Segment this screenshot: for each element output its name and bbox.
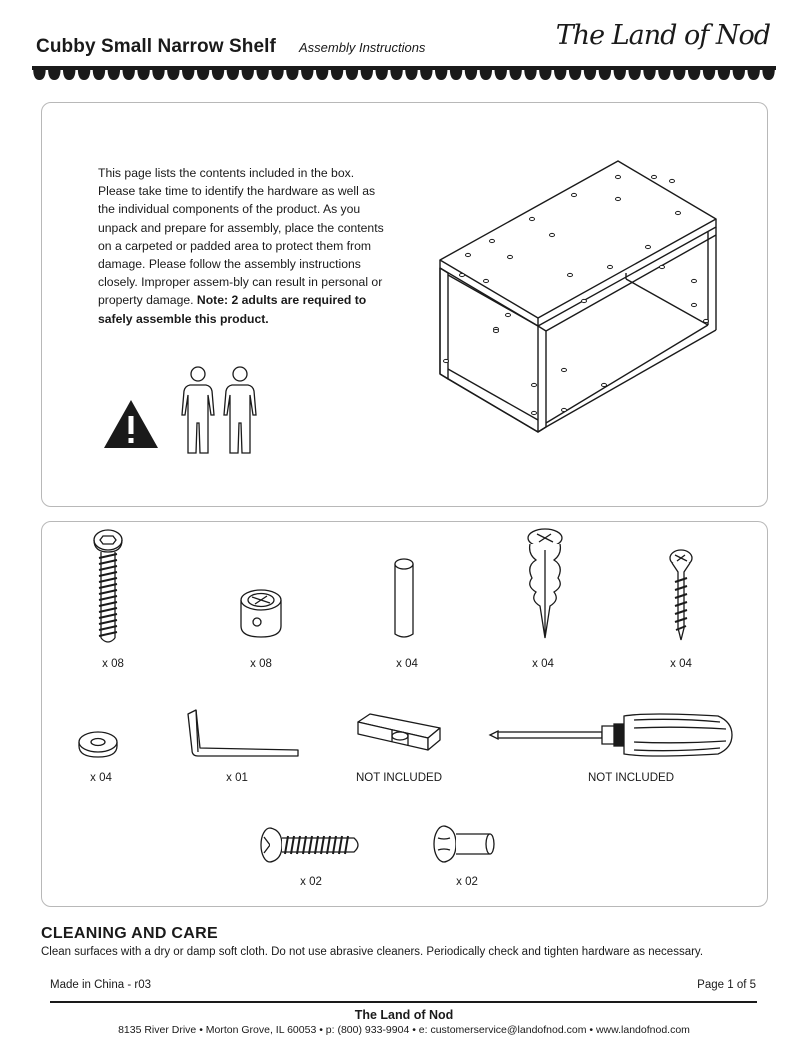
cam-lock-icon <box>238 588 284 640</box>
wall-anchor-icon <box>522 526 568 642</box>
allen-key-icon <box>184 708 304 760</box>
hardware-qty: x 08 <box>102 658 124 670</box>
hardware-qty: NOT INCLUDED <box>587 772 675 784</box>
warning-icon <box>102 398 160 450</box>
cubby-shelf-illustration <box>434 155 724 440</box>
hardware-qty: x 04 <box>90 772 112 784</box>
washer-icon <box>76 730 120 760</box>
page-header <box>36 20 776 70</box>
company-name: The Land of Nod <box>354 1008 454 1022</box>
adult-requirement-note: Note: 2 adults are required to safely assemble this product. <box>98 293 367 326</box>
document-subtitle: Assembly Instructions <box>299 40 426 55</box>
screwdriver-icon <box>488 710 738 760</box>
footer-divider <box>50 1001 757 1003</box>
brand-logo: The Land of Nod <box>555 20 770 51</box>
machine-screw-icon <box>258 824 362 866</box>
company-contact: 8135 River Drive • Morton Grove, IL 60053 • p: (800) 933-9904 • e: customerservice@landofnod.com • www.landofnod.com <box>118 1024 690 1036</box>
wood-screw-icon <box>666 548 696 644</box>
hardware-qty: x 04 <box>670 658 692 670</box>
scallop-divider <box>32 66 776 82</box>
connector-bolt-icon <box>430 822 498 866</box>
hardware-qty: NOT INCLUDED <box>355 772 443 784</box>
hardware-qty: x 02 <box>456 876 478 888</box>
long-screw-icon <box>90 526 126 646</box>
hardware-qty: x 04 <box>396 658 418 670</box>
intro-paragraph: This page lists the contents included in the box. Please take time to identify the hardware as well as the individual components of the product. As you unpack and prepare for assembly, place the contents on a carpeted or padded area to protect them from damage. Please follow the assembly instructions closely. Improper assem-bly can result in personal or property damage. <box>98 166 384 308</box>
cleaning-care-heading: CLEANING AND CARE <box>41 925 218 942</box>
level-icon <box>354 712 444 754</box>
made-in-label: Made in China - r03 <box>50 979 151 991</box>
two-adults-icon <box>178 365 258 457</box>
wood-dowel-icon <box>392 556 416 642</box>
hardware-qty: x 04 <box>532 658 554 670</box>
intro-text-block <box>98 164 388 328</box>
page-number: Page 1 of 5 <box>697 979 756 991</box>
hardware-qty: x 02 <box>300 876 322 888</box>
hardware-qty: x 08 <box>250 658 272 670</box>
document-title: Cubby Small Narrow Shelf <box>36 36 276 57</box>
hardware-panel <box>41 521 768 907</box>
contents-panel <box>41 102 768 507</box>
cleaning-care-text: Clean surfaces with a dry or damp soft cloth. Do not use abrasive cleaners. Periodically check and tighten hardware as necessary. <box>41 946 704 958</box>
hardware-qty: x 01 <box>226 772 248 784</box>
